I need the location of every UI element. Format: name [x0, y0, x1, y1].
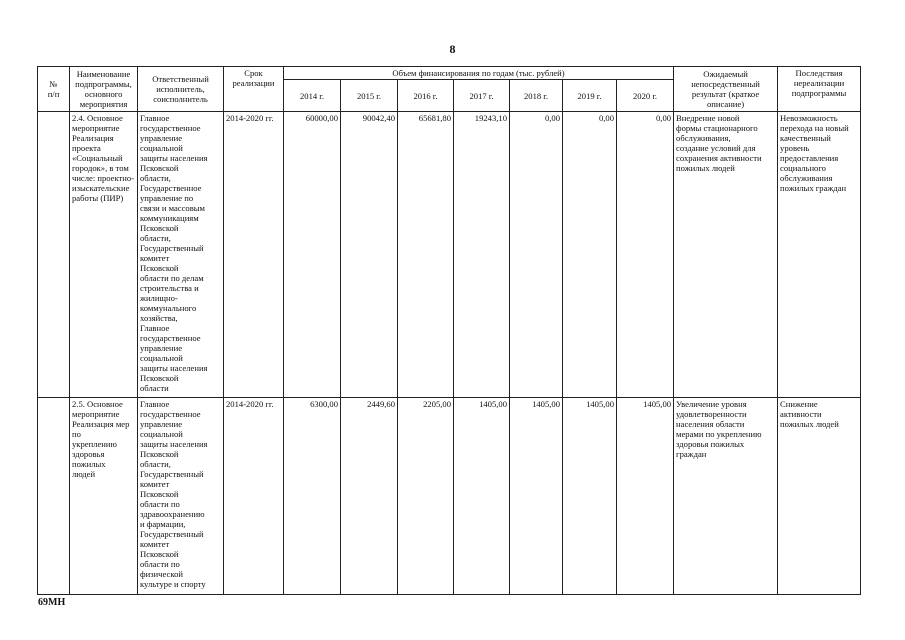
header-row-main — [38, 67, 861, 80]
header-year: 2015 г. — [341, 80, 398, 112]
table-row — [38, 112, 861, 398]
header-year: 2020 г. — [617, 80, 674, 112]
header-year: 2019 г. — [563, 80, 617, 112]
row-value: 6300,00 — [284, 398, 341, 595]
row-name: 2.5. Основное мероприятие Реализация мер по укреплению здоровья пожилых людей — [70, 398, 138, 595]
row-value: 2449,60 — [341, 398, 398, 595]
header-term: Срок реализации — [224, 67, 284, 112]
row-value: 90042,40 — [341, 112, 398, 398]
row-executor: Главное государственное управление социальной защиты населения Псковской области, Государственный комитет Псковской области по здравоохранению и фармации, Государственный комитет Псковской области по физической культуре и спорту — [138, 398, 224, 595]
row-value: 19243,10 — [454, 112, 510, 398]
table-row — [38, 398, 861, 595]
row-num — [38, 112, 70, 398]
row-result: Увеличение уровня удовлетворенности населения области мерами по укреплению здоровья пожилых граждан — [674, 398, 778, 595]
row-value: 0,00 — [617, 112, 674, 398]
header-executor: Ответственный исполнитель, соисполнитель — [138, 67, 224, 112]
header-year: 2016 г. — [398, 80, 454, 112]
row-consequences: Невозможность перехода на новый качественный уровень предоставления социального обслуживания пожилых граждан — [778, 112, 861, 398]
header-name: Наименование подпрограммы, основного мероприятия — [70, 67, 138, 112]
header-result: Ожидаемый непосредственный результат (краткое описание) — [674, 67, 778, 112]
financing-table — [37, 66, 861, 595]
row-value: 1405,00 — [510, 398, 563, 595]
row-executor: Главное государственное управление социальной защиты населения Псковской области, Государственное управление по связи и массовым коммуникациям Псковской области, Государственный комитет Псковской области по делам строительства и жилищно- коммунального хозяйства, Главное государственное управление социальной защиты населения Псковской области — [138, 112, 224, 398]
row-value: 60000,00 — [284, 112, 341, 398]
row-term: 2014-2020 гг. — [224, 112, 284, 398]
page-number: 8 — [449, 42, 456, 56]
header-year: 2018 г. — [510, 80, 563, 112]
header-consequences: Последствия нереализации подпрограммы — [778, 67, 861, 112]
header-num: № п/п — [38, 67, 70, 112]
row-value: 0,00 — [510, 112, 563, 398]
row-num — [38, 398, 70, 595]
row-consequences: Снижение активности пожилых людей — [778, 398, 861, 595]
row-name: 2.4. Основное мероприятие Реализация проекта «Социальный городок», в том числе: проектно- изыскательские работы (ПИР) — [70, 112, 138, 398]
header-year: 2014 г. — [284, 80, 341, 112]
row-value: 2205,00 — [398, 398, 454, 595]
row-value: 1405,00 — [454, 398, 510, 595]
row-value: 1405,00 — [563, 398, 617, 595]
row-value: 65681,80 — [398, 112, 454, 398]
row-term: 2014-2020 гг. — [224, 398, 284, 595]
row-value: 0,00 — [563, 112, 617, 398]
row-result: Внедрение новой формы стационарного обслуживания, создание условий для сохранения активности пожилых людей — [674, 112, 778, 398]
header-funding: Объем финансирования по годам (тыс. рублей) — [284, 67, 674, 80]
header-year: 2017 г. — [454, 80, 510, 112]
footer-code: 69МН — [38, 597, 66, 608]
row-value: 1405,00 — [617, 398, 674, 595]
